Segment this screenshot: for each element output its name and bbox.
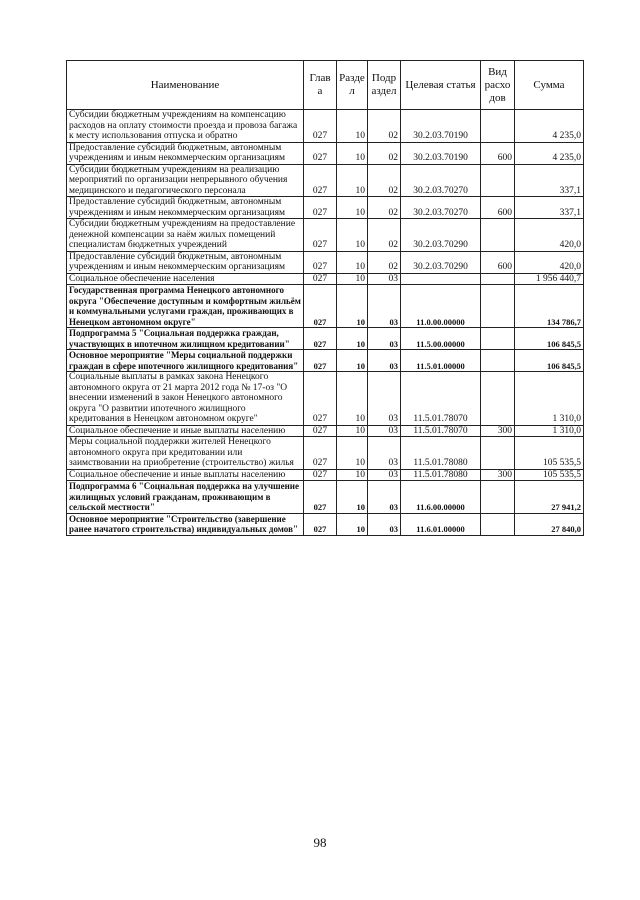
table-row (67, 251, 584, 273)
cell-glava: 027 (304, 481, 337, 514)
cell-target: 11.6.00.00000 (401, 481, 481, 514)
table-row (67, 219, 584, 252)
header-glava: Глав а (304, 61, 337, 110)
header-target: Целевая статья (401, 61, 481, 110)
cell-razdel: 10 (337, 197, 368, 219)
header-podrazdel: Подр аздел (368, 61, 401, 110)
cell-name: Социальные выплаты в рамках закона Ненецкого автономного округа от 21 марта 2012 года № 17-оз "О внесении изменений в закон Ненецкого автономного округа "О развитии ипотечного жилищного кредитования в Ненецком автономном округе" (67, 372, 304, 426)
table-row (67, 110, 584, 143)
table-row (67, 481, 584, 514)
cell-sum: 105 535,5 (515, 469, 584, 481)
cell-podrazdel: 02 (368, 197, 401, 219)
cell-target: 11.5.01.78070 (401, 425, 481, 437)
cell-glava: 027 (304, 197, 337, 219)
table-row (67, 142, 584, 164)
cell-sum: 27 840,0 (515, 513, 584, 535)
cell-target: 11.5.01.78080 (401, 437, 481, 470)
cell-name: Государственная программа Ненецкого автономного округа "Обеспечение доступным и комфортным жильём и коммунальными услугами граждан, проживающих в Ненецком автономном округе" (67, 285, 304, 328)
cell-glava: 027 (304, 285, 337, 328)
cell-glava: 027 (304, 142, 337, 164)
cell-vid (481, 219, 515, 252)
cell-sum: 337,1 (515, 164, 584, 197)
cell-vid (481, 164, 515, 197)
table-row (67, 425, 584, 437)
budget-table (66, 60, 584, 536)
cell-razdel: 10 (337, 469, 368, 481)
table-row (67, 328, 584, 350)
cell-sum: 105 535,5 (515, 437, 584, 470)
cell-name: Социальное обеспечение населения (67, 273, 304, 285)
cell-vid (481, 285, 515, 328)
cell-sum: 27 941,2 (515, 481, 584, 514)
cell-vid (481, 513, 515, 535)
cell-razdel: 10 (337, 142, 368, 164)
cell-glava: 027 (304, 437, 337, 470)
cell-razdel: 10 (337, 219, 368, 252)
cell-podrazdel: 03 (368, 469, 401, 481)
cell-target: 30.2.03.70290 (401, 251, 481, 273)
cell-razdel: 10 (337, 425, 368, 437)
cell-glava: 027 (304, 372, 337, 426)
cell-target: 11.5.01.00000 (401, 350, 481, 372)
cell-vid: 300 (481, 425, 515, 437)
cell-glava: 027 (304, 425, 337, 437)
cell-name: Подпрограмма 5 "Социальная поддержка граждан, участвующих в ипотечном жилищном кредитовании" (67, 328, 304, 350)
table-row (67, 164, 584, 197)
cell-vid (481, 328, 515, 350)
cell-razdel: 10 (337, 164, 368, 197)
cell-podrazdel: 02 (368, 110, 401, 143)
cell-target: 11.5.01.78070 (401, 372, 481, 426)
cell-podrazdel: 02 (368, 142, 401, 164)
cell-vid: 600 (481, 197, 515, 219)
cell-podrazdel: 03 (368, 273, 401, 285)
header-razdel: Разде л (337, 61, 368, 110)
cell-podrazdel: 02 (368, 164, 401, 197)
cell-glava: 027 (304, 469, 337, 481)
cell-glava: 027 (304, 251, 337, 273)
cell-podrazdel: 03 (368, 285, 401, 328)
cell-sum: 1 310,0 (515, 372, 584, 426)
cell-vid (481, 372, 515, 426)
table-row (67, 513, 584, 535)
cell-razdel: 10 (337, 285, 368, 328)
cell-glava: 027 (304, 328, 337, 350)
cell-vid (481, 273, 515, 285)
cell-target: 30.2.03.70190 (401, 110, 481, 143)
cell-sum: 420,0 (515, 219, 584, 252)
cell-podrazdel: 02 (368, 219, 401, 252)
table-row (67, 469, 584, 481)
cell-razdel: 10 (337, 350, 368, 372)
cell-target: 11.5.01.78080 (401, 469, 481, 481)
cell-glava: 027 (304, 164, 337, 197)
cell-name: Субсидии бюджетным учреждениям на реализацию мероприятий по организации непрерывного обучения медицинского и педагогического персонала (67, 164, 304, 197)
cell-podrazdel: 03 (368, 481, 401, 514)
cell-sum: 106 845,5 (515, 350, 584, 372)
page-number: 98 (313, 835, 327, 850)
table-header-row (67, 61, 584, 110)
cell-target: 11.6.01.00000 (401, 513, 481, 535)
cell-target: 30.2.03.70290 (401, 219, 481, 252)
cell-vid: 600 (481, 142, 515, 164)
cell-razdel: 10 (337, 372, 368, 426)
cell-razdel: 10 (337, 110, 368, 143)
table-row (67, 273, 584, 285)
table-row (67, 437, 584, 470)
cell-podrazdel: 02 (368, 251, 401, 273)
cell-name: Подпрограмма 6 "Социальная поддержка на улучшение жилищных условий гражданам, проживающим в сельской местности" (67, 481, 304, 514)
cell-sum: 337,1 (515, 197, 584, 219)
cell-target: 30.2.03.70270 (401, 164, 481, 197)
cell-name: Меры социальной поддержки жителей Ненецкого автономного округа при кредитовании или заимствовании на приобретение (строительство) жилья (67, 437, 304, 470)
cell-razdel: 10 (337, 437, 368, 470)
cell-sum: 134 786,7 (515, 285, 584, 328)
cell-target: 11.5.00.00000 (401, 328, 481, 350)
header-sum: Сумма (515, 61, 584, 110)
cell-name: Основное мероприятие "Строительство (завершение ранее начатого строительства) индивидуальных домов" (67, 513, 304, 535)
cell-razdel: 10 (337, 273, 368, 285)
cell-glava: 027 (304, 513, 337, 535)
cell-vid (481, 481, 515, 514)
cell-sum: 4 235,0 (515, 110, 584, 143)
cell-razdel: 10 (337, 328, 368, 350)
cell-name: Субсидии бюджетным учреждениям на предоставление денежной компенсации за наём жилых помещений специалистам бюджетных учреждений (67, 219, 304, 252)
cell-name: Социальное обеспечение и иные выплаты населению (67, 469, 304, 481)
table-row (67, 350, 584, 372)
cell-podrazdel: 03 (368, 437, 401, 470)
cell-name: Социальное обеспечение и иные выплаты населению (67, 425, 304, 437)
cell-vid (481, 437, 515, 470)
header-name: Наименование (67, 61, 304, 110)
cell-vid (481, 350, 515, 372)
cell-razdel: 10 (337, 513, 368, 535)
cell-sum: 1 310,0 (515, 425, 584, 437)
cell-glava: 027 (304, 273, 337, 285)
cell-sum: 106 845,5 (515, 328, 584, 350)
cell-sum: 420,0 (515, 251, 584, 273)
cell-name: Субсидии бюджетным учреждениям на компенсацию расходов на оплату стоимости проезда и провоза багажа к месту использования отпуска и обратно (67, 110, 304, 143)
cell-podrazdel: 03 (368, 513, 401, 535)
cell-target: 30.2.03.70270 (401, 197, 481, 219)
cell-sum: 4 235,0 (515, 142, 584, 164)
cell-name: Предоставление субсидий бюджетным, автономным учреждениям и иным некоммерческим организациям (67, 251, 304, 273)
cell-razdel: 10 (337, 481, 368, 514)
cell-podrazdel: 03 (368, 328, 401, 350)
cell-glava: 027 (304, 110, 337, 143)
cell-vid: 600 (481, 251, 515, 273)
table-row (67, 285, 584, 328)
cell-name: Предоставление субсидий бюджетным, автономным учреждениям и иным некоммерческим организациям (67, 142, 304, 164)
cell-name: Предоставление субсидий бюджетным, автономным учреждениям и иным некоммерческим организациям (67, 197, 304, 219)
cell-podrazdel: 03 (368, 372, 401, 426)
cell-glava: 027 (304, 219, 337, 252)
cell-target: 11.0.00.00000 (401, 285, 481, 328)
table-row (67, 197, 584, 219)
header-vid: Вид расхо дов (481, 61, 515, 110)
cell-razdel: 10 (337, 251, 368, 273)
table-row (67, 372, 584, 426)
cell-vid: 300 (481, 469, 515, 481)
cell-sum: 1 956 440,7 (515, 273, 584, 285)
cell-podrazdel: 03 (368, 425, 401, 437)
cell-target (401, 273, 481, 285)
cell-name: Основное мероприятие "Меры социальной поддержки граждан в сфере ипотечного жилищного кредитования" (67, 350, 304, 372)
cell-target: 30.2.03.70190 (401, 142, 481, 164)
cell-vid (481, 110, 515, 143)
cell-glava: 027 (304, 350, 337, 372)
cell-podrazdel: 03 (368, 350, 401, 372)
